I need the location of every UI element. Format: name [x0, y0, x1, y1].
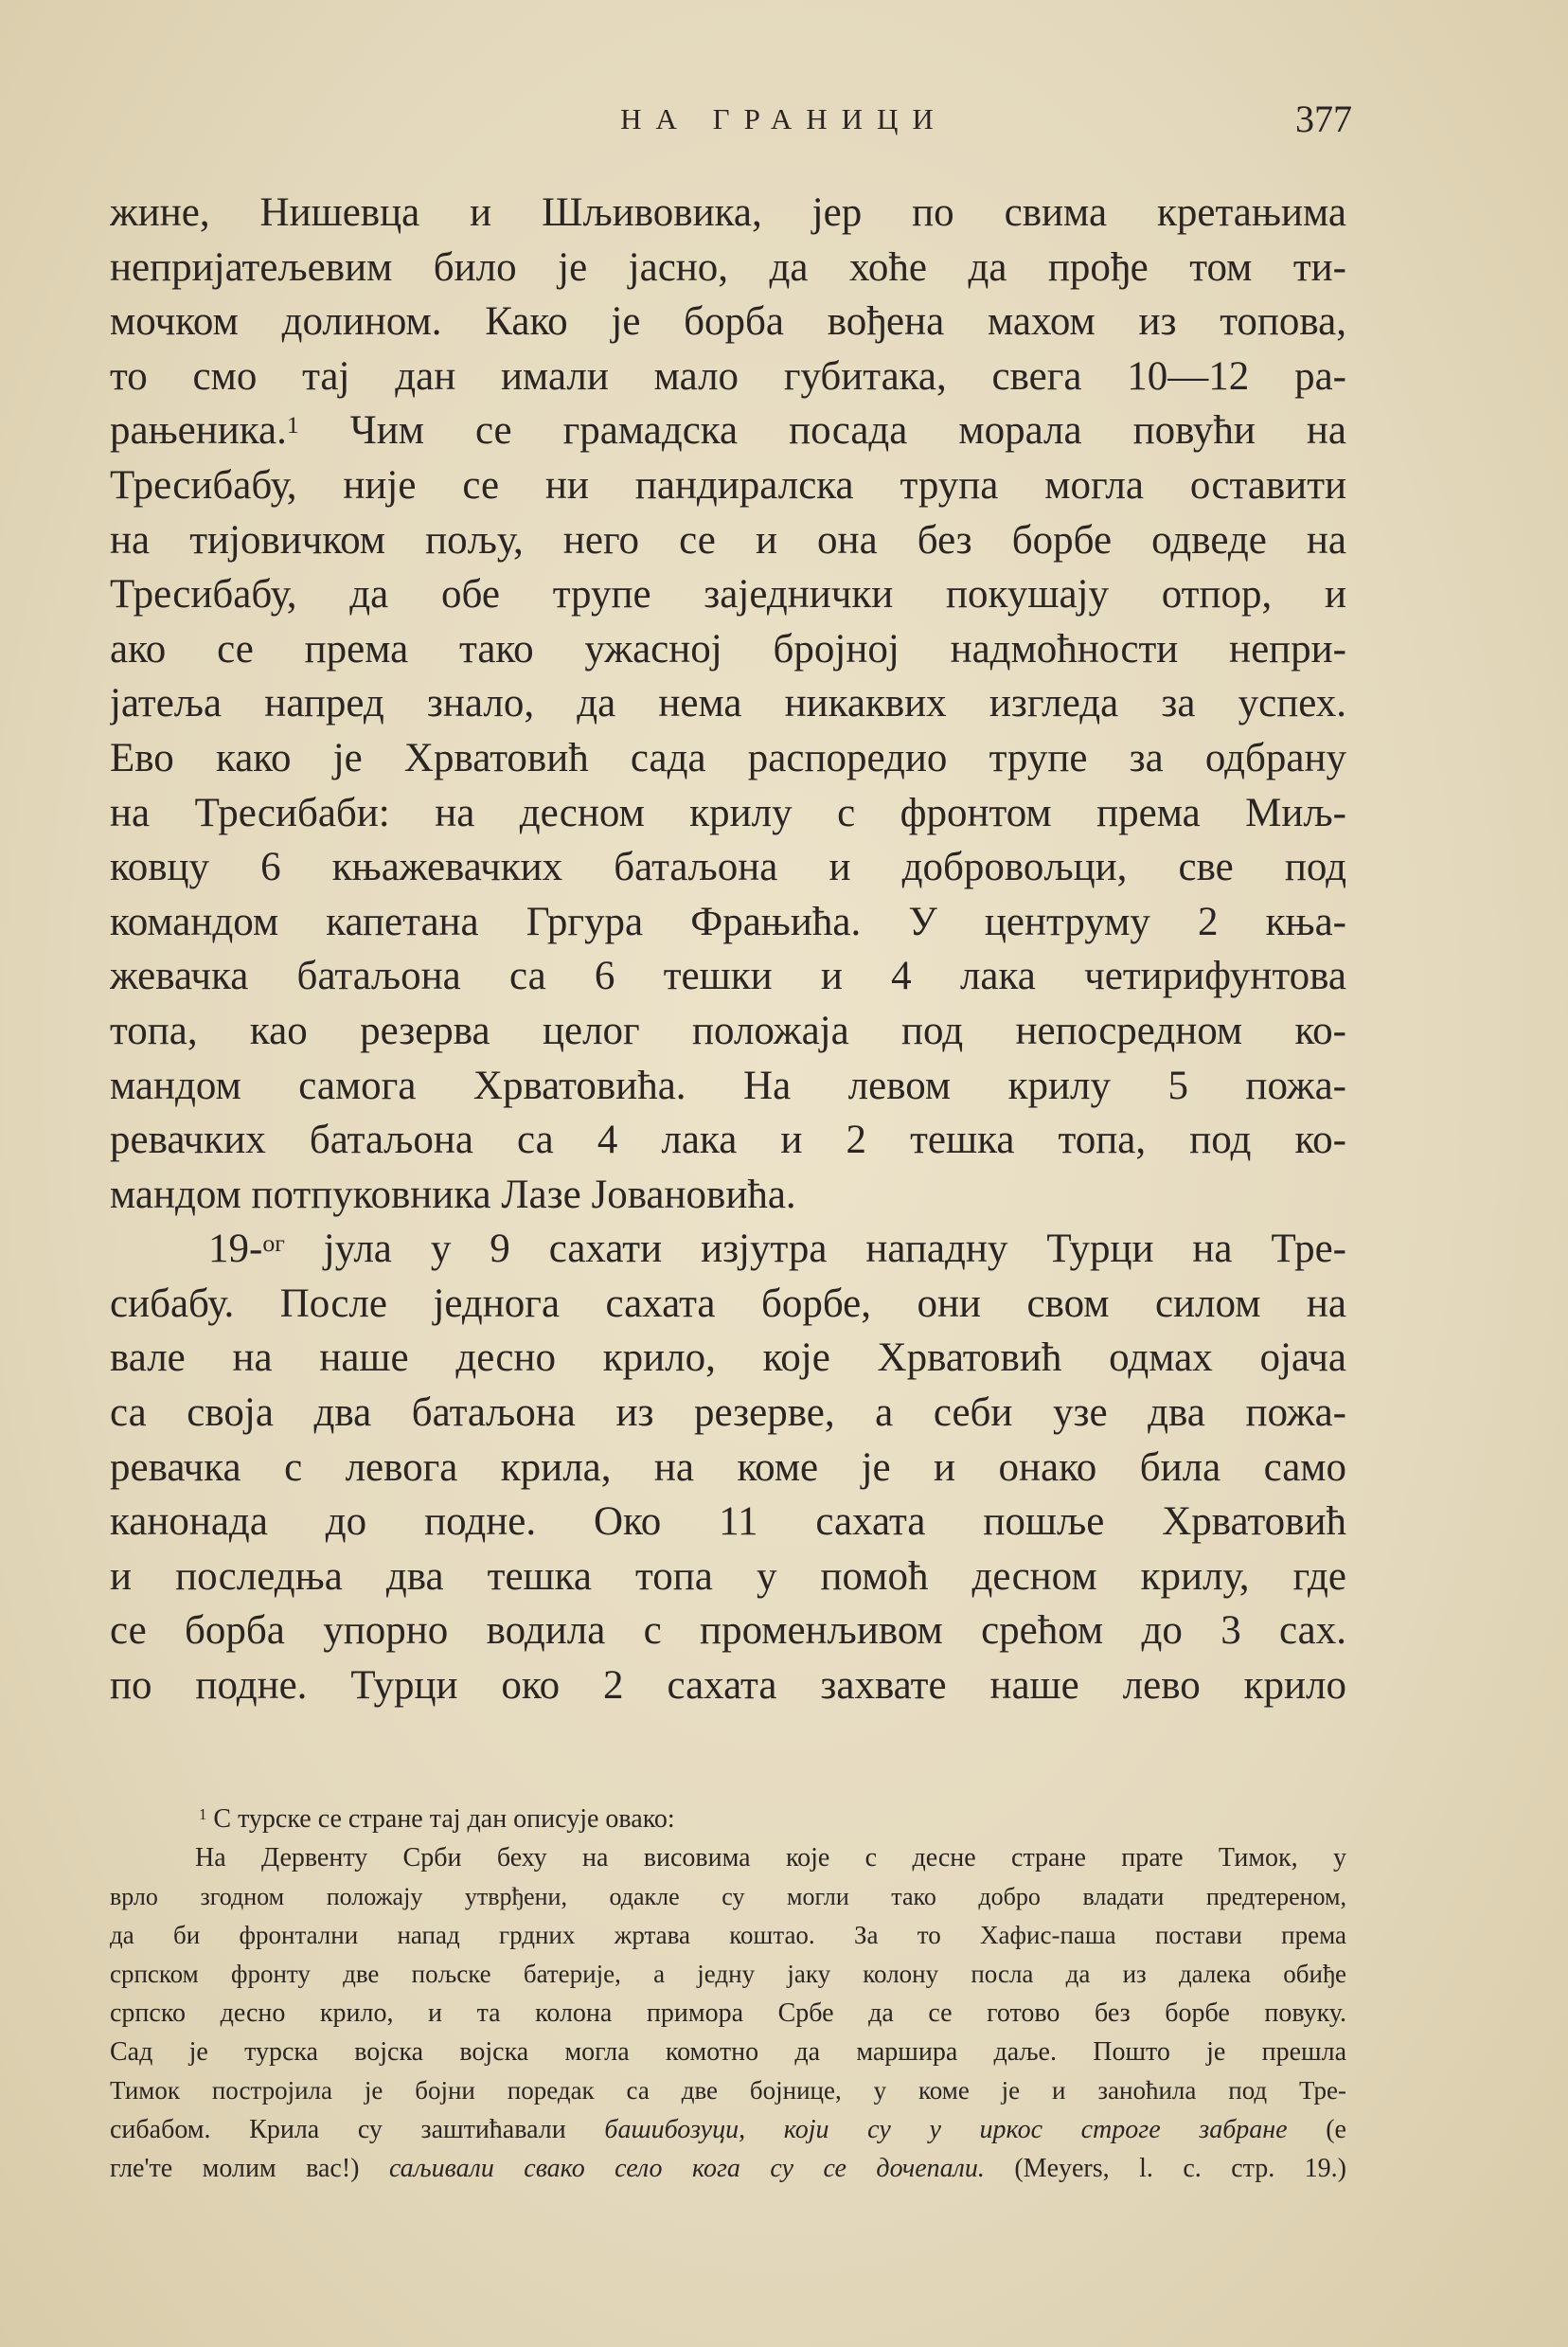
- text-line: топа, као резерва целог положаја под непосредном ко-: [110, 1008, 1346, 1053]
- text-line: ревачких батаљона са 4 лака и 2 тешка топа, под ко-: [110, 1118, 1346, 1163]
- page-number: 377: [1295, 98, 1352, 140]
- text-line: Тресибабу, да обе трупе заједнички покушају отпор, и: [110, 572, 1346, 618]
- line-rest: Чим се грамадска посада морала повући на: [349, 408, 1346, 454]
- text-line: на тијовичком пољу, него се и она без борбе одведе на: [110, 517, 1346, 563]
- date-number: 19-: [208, 1227, 263, 1272]
- text-line: жевачка батаљона са 6 тешки и 4 лака четирифунтова: [110, 954, 1346, 999]
- footnote-line-start: гле'те молим вас!): [110, 2154, 360, 2183]
- text-line: вале на наше десно крило, које Хрватовић одмах ојача: [110, 1335, 1346, 1381]
- text-line: сибабу. После једнога сахата борбе, они свом силом на: [110, 1281, 1346, 1326]
- text-line: са своја два батаљона из резерве, а себи узе два пожа-: [110, 1390, 1346, 1436]
- footnote-line: српском фронту две пољске батерије, а једну јаку колону посла да из далека обиђе: [110, 1960, 1346, 1988]
- footnote-marker: 1: [286, 410, 299, 439]
- text-line: командом капетана Гргура Фрањића. У центруму 2 књa-: [110, 899, 1346, 944]
- text-line: и последња два тешка топа у помоћ десном крилу, где: [110, 1553, 1346, 1599]
- text-line: се борба упорно водила с променљивом срећом до 3 сах.: [110, 1608, 1346, 1654]
- footnote-line: српско десно крило, и та колона примора Србе да се готово без борбе повуку.: [110, 1998, 1346, 2028]
- footnote-line: врло згодном положају утврђени, одакле су могли тако добро владати предтереном,: [110, 1883, 1346, 1910]
- footnote-citation: (Meyers, l. c. стр. 19.): [1014, 2154, 1346, 2183]
- text-line: јатеља напред знало, да нема никаквих изгледа за успех.: [110, 681, 1346, 726]
- footnote-number: 1: [199, 1805, 207, 1824]
- text-line: то смо тај дан имали мало губитака, свега 10—12 ра-: [110, 353, 1346, 399]
- text-line: Ево како је Хрватовић сада распоредио трупе за одбрану: [110, 735, 1346, 780]
- footnote-intro-line: [110, 1800, 1346, 1838]
- footnote-line: На Дервенту Срби беху на висовима које с десне стране прате Тимок, у: [195, 1843, 1346, 1872]
- footnote-line: Тимок постројила је бојни поредак са две бојнице, у коме је и заноћила под Тре-: [110, 2076, 1346, 2105]
- main-text: [110, 186, 1346, 1713]
- text-line: мандом самога Хрватовића. На левом крилу 5 пожа-: [110, 1063, 1346, 1108]
- footnote-italic-phrase: саљивали свако село кога су се дочепали.: [388, 2154, 985, 2183]
- text-line: непријатељевим било је јасно, да хоће да прође том ти-: [110, 244, 1346, 290]
- footnote-intro: С турске се стране тај дан описује овако:: [213, 1804, 675, 1834]
- paragraph-start-line: [110, 1222, 1346, 1277]
- line-start-word: рањеника.: [110, 408, 287, 454]
- text-line: канонада до подне. Око 11 сахата пошље Хрватовић: [110, 1499, 1346, 1545]
- text-line: по подне. Турци око 2 сахата захвате наше лево крило: [110, 1663, 1346, 1709]
- text-line-with-note: [110, 403, 1346, 458]
- ordinal-suffix: ог: [262, 1228, 285, 1257]
- text-line: ако се према тако ужасној бројној надмоћности непри-: [110, 626, 1346, 672]
- footnote-line: Сад је турска војска војска могла комотно да маршира даље. Пошто је прешла: [110, 2037, 1346, 2067]
- text-line: жине, Нишевца и Шљивовика, јер по свима кретањима: [110, 190, 1346, 235]
- text-line: ковцу 6 књажевачких батаљона и добровољци, све под: [110, 845, 1346, 890]
- text-line: ревачка с левога крила, на коме је и онако била само: [110, 1444, 1346, 1490]
- footnote-line: да би фронтални напад грдних жртава коштао. За то Хафис-паша постави према: [110, 1921, 1346, 1949]
- footnote-italic-phrase: башибозуци, који су у иркос строге забране: [604, 2115, 1288, 2144]
- footnote-paren: (е: [1326, 2115, 1346, 2144]
- text-line: Тресибабу, није се ни пандиралска трупа могла оставити: [110, 462, 1346, 508]
- footnote-line-italic: [110, 2110, 1346, 2149]
- running-head: НА ГРАНИЦИ: [620, 102, 948, 135]
- line-rest: јула у 9 сахати изјутра нападну Турци на Тре-: [323, 1227, 1346, 1272]
- paragraph-end-line: мандом потпуковника Лазе Јовановића.: [110, 1172, 796, 1217]
- page-header: [0, 95, 1568, 152]
- footnote-line-start: сибабом. Крила су заштићавали: [110, 2115, 566, 2144]
- footnote-last-line: [110, 2149, 1346, 2188]
- text-line: мочком долином. Како је борба вођена махом из топова,: [110, 299, 1346, 345]
- text-line: на Тресибаби: на десном крилу с фронтом према Миљ-: [110, 790, 1346, 835]
- footnote-block: [110, 1800, 1346, 2188]
